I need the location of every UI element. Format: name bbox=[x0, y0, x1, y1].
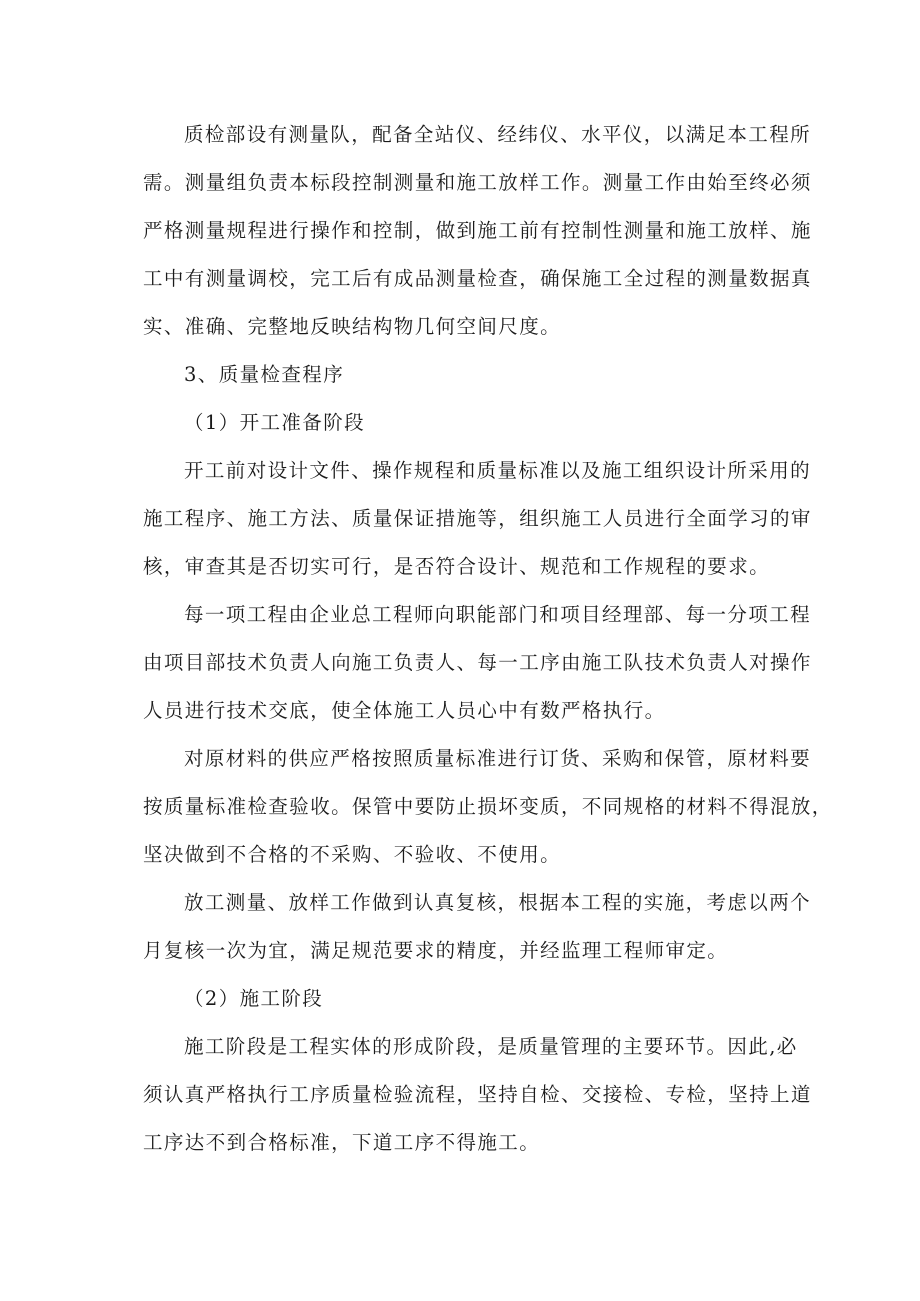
subsection-heading: （1）开工准备阶段 bbox=[184, 411, 366, 434]
subsection-heading: （2）施工阶段 bbox=[184, 987, 324, 1010]
paragraph-line: 质检部设有测量队，配备全站仪、经纬仪、水平仪，以满足本工程所 bbox=[184, 123, 812, 146]
paragraph-line: 实、准确、完整地反映结构物几何空间尺度。 bbox=[143, 315, 562, 338]
section-heading: 3、质量检查程序 bbox=[184, 363, 345, 386]
paragraph-line: 需。测量组负责本标段控制测量和施工放样工作。测量工作由始至终必须 bbox=[143, 171, 812, 194]
paragraph-line: 人员进行技术交底，使全体施工人员心中有数严格执行。 bbox=[143, 699, 666, 722]
paragraph-line: 工序达不到合格标准，下道工序不得施工。 bbox=[143, 1131, 541, 1154]
paragraph-line: 月复核一次为宜，满足规范要求的精度，并经监理工程师审定。 bbox=[143, 939, 729, 962]
paragraph-line: 坚决做到不合格的不采购、不验收、不使用。 bbox=[143, 843, 562, 866]
paragraph-line: 放工测量、放样工作做到认真复核，根据本工程的实施，考虑以两个 bbox=[184, 891, 812, 914]
paragraph-line: 对原材料的供应严格按照质量标准进行订货、采购和保管，原材料要 bbox=[184, 747, 812, 770]
paragraph-line: 须认真严格执行工序质量检验流程，坚持自检、交接检、专检，坚持上道 bbox=[143, 1083, 812, 1106]
paragraph-line: 每一项工程由企业总工程师向职能部门和项目经理部、每一分项工程 bbox=[184, 603, 812, 626]
paragraph-line: 工中有测量调校，完工后有成品测量检查，确保施工全过程的测量数据真 bbox=[143, 267, 812, 290]
paragraph-line: 严格测量规程进行操作和控制，做到施工前有控制性测量和施工放样、施 bbox=[143, 219, 812, 242]
paragraph-line: 开工前对设计文件、操作规程和质量标准以及施工组织设计所采用的 bbox=[184, 459, 812, 482]
paragraph-line: 施工阶段是工程实体的形成阶段，是质量管理的主要环节。因此,必 bbox=[184, 1035, 798, 1058]
paragraph-line: 核，审查其是否切实可行，是否符合设计、规范和工作规程的要求。 bbox=[143, 555, 771, 578]
paragraph-line: 按质量标准检查验收。保管中要防止损坏变质，不同规格的材料不得混放， bbox=[143, 795, 833, 818]
paragraph-line: 施工程序、施工方法、质量保证措施等，组织施工人员进行全面学习的审 bbox=[143, 507, 812, 530]
paragraph-line: 由项目部技术负责人向施工负责人、每一工序由施工队技术负责人对操作 bbox=[143, 651, 812, 674]
